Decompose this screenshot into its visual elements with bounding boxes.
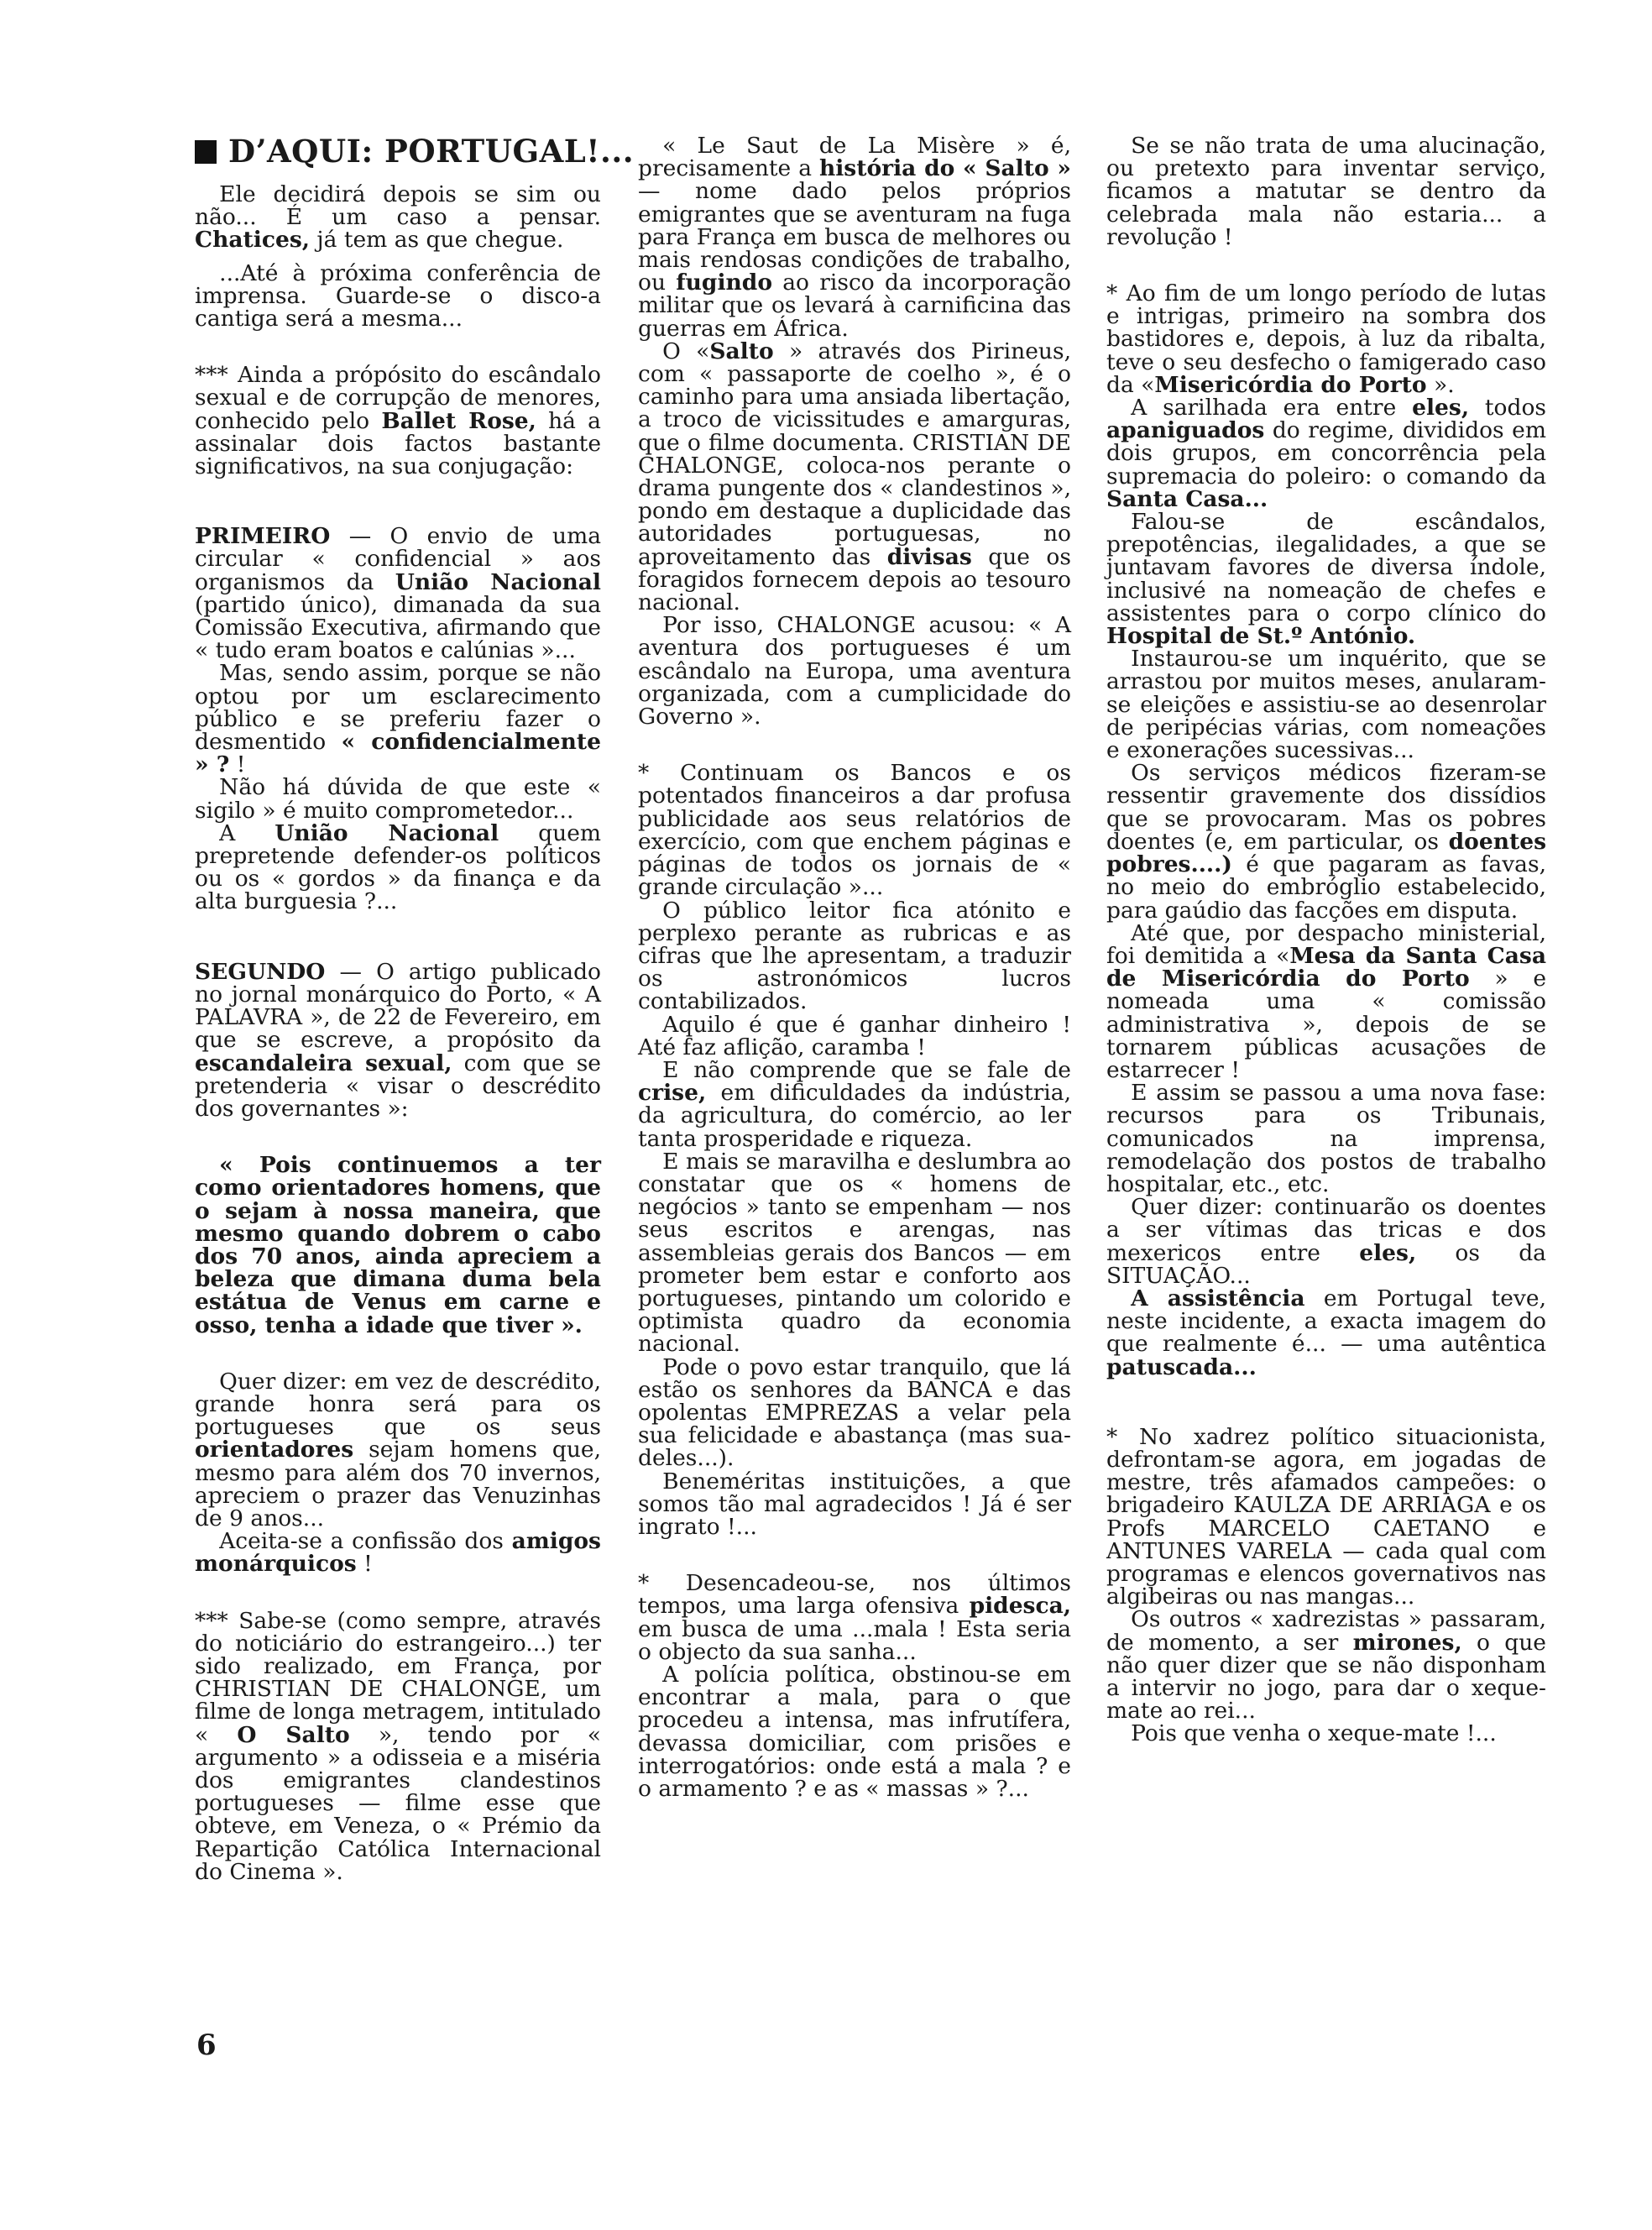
square-bullet-icon	[195, 140, 217, 164]
paragraph: ...Até à próxima conferência de imprensa. Guarde-se o disco-a cantiga será a mesma...	[195, 259, 601, 332]
paragraph: Não há dúvida de que este « sigilo » é muito comprometedor...	[195, 774, 601, 824]
section-title-text: D’AQUI: PORTUGAL!...	[228, 133, 635, 170]
section-title	[195, 133, 635, 170]
paragraph: Aceita-se a confissão dos amigos monárquicos !	[195, 1528, 601, 1578]
paragraph: *** Ainda a própósito do escândalo sexual e de corrupção de menores, conhecido pelo Ballet Rose, há a assinalar dois factos bastante significativos, na sua conjugação:	[195, 362, 601, 480]
paragraph: Pode o povo estar tranquilo, que lá estão os senhores da BANCA e das opolentas EMPREZAS a velar pela sua felicidade e abastança (mas sua-deles...).	[638, 1353, 1071, 1472]
paragraph: Ele decidirá depois se sim ou não... É um caso a pensar. Chatices, já tem as que chegue.	[195, 181, 601, 254]
paragraph: O público leitor fica atónito e perplexo perante as rubricas e as cifras que lhe apresentam, a traduzir os astronómicos lucros contabilizados.	[638, 897, 1071, 1015]
paragraph: Falou-se de escândalos, prepotências, ilegalidades, a que se juntavam favores de diversa índole, inclusivé na nomeação de chefes e assistentes para o corpo clínico do Hospital de St.º António.	[1106, 509, 1546, 650]
paragraph: Os outros « xadrezistas » passaram, de momento, a ser mirones, o que não quer dizer que se não disponham a intervir no jogo, para dar o xeque-mate ao rei...	[1106, 1606, 1546, 1725]
paragraph: A assistência em Portugal teve, neste incidente, a exacta imagem do que realmente é... — uma autêntica patuscada...	[1106, 1285, 1546, 1380]
paragraph: E não comprende que se fale de crise, em dificuldades da indústria, da agricultura, do comércio, ao ler tanta prosperidade e riqueza.	[638, 1056, 1071, 1152]
quote-block: « Pois continuemos a ter como orientadores homens, que o sejam à nossa maneira, que mesmo quando dobrem o cabo dos 70 anos, ainda apreciem a beleza que dimana duma bela estátua de Venus em carne e osso, tenha a idade que tiver ».	[195, 1152, 601, 1338]
paragraph: Se se não trata de uma alucinação, ou pretexto para inventar serviço, ficamos a matutar se dentro da celebrada mala não estaria... a revolução !	[1106, 133, 1546, 250]
paragraph: A polícia política, obstinou-se em encontrar a mala, para o que procedeu a intensa, mas infrutífera, devassa domiciliar, com prisões e interrogatórios: onde está a mala ? e o armamento ? e as « massas » ?...	[638, 1662, 1071, 1803]
paragraph: PRIMEIRO — O envio de uma circular « confidencial » aos organismos da União Nacional (partido único), dimanada da sua Comissão Executiva, afirmando que « tudo eram boatos e calúnias »...	[195, 523, 601, 664]
paragraph: Por isso, CHALONGE acusou: « A aventura dos portugueses é um escândalo na Europa, uma aventura organizada, com a cumplicidade do Governo ».	[638, 612, 1071, 730]
paragraph: * Continuam os Bancos e os potentados financeiros a dar profusa publicidade aos seus relatórios de exercício, com que enchem páginas e páginas de todos os jornais de « grande circulação »...	[638, 760, 1071, 901]
paragraph: SEGUNDO — O artigo publicado no jornal monárquico do Porto, « A PALAVRA », de 22 de Fevereiro, em que se escreve, a propósito da escandaleira sexual, com que se pretenderia « visar o descrédito dos governantes »:	[195, 958, 601, 1122]
paragraph: « Le Saut de La Misère » é, precisamente a história do « Salto » — nome dado pelos próprios emigrantes que se aventuram na fuga para França em busca de melhores ou mais rendosas condições de trabalho, ou fugindo ao risco da incorporação militar que os levará à carnificina das guerras em África.	[638, 133, 1071, 342]
paragraph: * No xadrez político situacionista, defrontam-se agora, em jogadas de mestre, três afamados campeões: o brigadeiro KAULZA DE ARRIAGA e os Profs MARCELO CAETANO e ANTUNES VARELA — cada qual com programas e elencos governativos nas algibeiras ou nas mangas...	[1106, 1423, 1546, 1610]
paragraph: A sarilhada era entre eles, todos apaniguados do regime, divididos em dois grupos, em concorrência pela supremacia do poleiro: o comando da Santa Casa...	[1106, 395, 1547, 512]
paragraph: Até que, por despacho ministerial, foi demitida a «Mesa da Santa Casa de Misericórdia do Porto » e nomeada uma « comissão administrativa », depois de se tornarem públicas acusações de estarrecer !	[1106, 919, 1546, 1083]
paragraph: Pois que venha o xeque-mate !...	[1131, 1720, 1497, 1747]
paragraph: Mas, sendo assim, porque se não optou por um esclarecimento público e se preferiu fazer o desmentido « confidencialmente » ? !	[195, 660, 601, 778]
paragraph: * Ao fim de um longo período de lutas e intrigas, primeiro na sombra dos bastidores e, depois, à luz da ribalta, teve o seu desfecho o famigerado caso da «Misericórdia do Porto ».	[1106, 280, 1546, 398]
column-3	[1106, 134, 1546, 1746]
column-1	[195, 133, 635, 1885]
paragraph: * Desencadeou-se, nos últimos tempos, uma larga ofensiva pidesca, em busca de uma ...mala ! Esta seria o objecto da sua sanha...	[638, 1570, 1071, 1665]
paragraph: *** Sabe-se (como sempre, através do noticiário do estrangeiro...) ter sido realizado, em França, por CHRISTIAN DE CHALONGE, um filme de longa metragem, intitulado « O Salto », tendo por « argumento » a odisseia e a miséria dos emigrantes clandestinos portugueses — filme esse que obteve, em Veneza, o « Prémio da Repartição Católica Internacional do Cinema ».	[195, 1607, 601, 1885]
page-number: 6	[196, 2028, 217, 2062]
paragraph: A União Nacional quem prepretende defender-os políticos ou os « gordos » da finança e da alta burguesia ?...	[195, 819, 601, 915]
paragraph: E mais se maravilha e deslumbra ao constatar que os « homens de negócios » tanto se empenham — nos seus escritos e arengas, nas assembleias gerais dos Bancos — em prometer bem estar e conforto aos portugueses, pintando um colorido e optimista quadro da economia nacional.	[638, 1148, 1071, 1358]
paragraph: Quer dizer: continuarão os doentes a ser vítimas das tricas e dos mexericos entre eles, os da SITUAÇÃO...	[1106, 1194, 1546, 1289]
paragraph: Instaurou-se um inquérito, que se arrastou por muitos meses, anularam-se eleições e assistiu-se ao desenrolar de peripécias várias, com nomeações e exonerações sucessivas...	[1106, 646, 1546, 764]
paragraph: Aquilo é que é ganhar dinheiro ! Até faz aflição, caramba !	[638, 1011, 1071, 1060]
paragraph: O «Salto » através dos Pirineus, com « passaporte de coelho », é o caminho para uma ansiada libertação, a troco de vicissitudes e amarguras, que o filme documenta. CRISTIAN DE CHALONGE, coloca-nos perante o drama pungente dos « clandestinos », pondo em destaque a duplicidade das autoridades portuguesas, no aproveitamento das divisas que os foragidos fornecem depois ao tesouro nacional.	[638, 338, 1071, 616]
paragraph: Os serviços médicos fizeram-se ressentir gravemente dos dissídios que se provocaram. Mas os pobres doentes (e, em particular, os doentes pobres....) é que pagaram as favas, no meio do embróglio estabelecido, para gaúdio das facções em disputa.	[1106, 760, 1546, 924]
paragraph: E assim se passou a uma nova fase: recursos para os Tribunais, comunicados na imprensa, remodelação dos postos de trabalho hospitalar, etc., etc.	[1106, 1080, 1546, 1197]
paragraph: Quer dizer: em vez de descrédito, grande honra será para os portugueses que os seus orientadores sejam homens que, mesmo para além dos 70 invernos, apreciem o prazer das Venuzinhas de 9 anos...	[195, 1368, 601, 1531]
column-2	[638, 133, 1071, 1803]
paragraph: Beneméritas instituições, a que somos tão mal agradecidos ! Já é ser ingrato !...	[638, 1468, 1071, 1540]
